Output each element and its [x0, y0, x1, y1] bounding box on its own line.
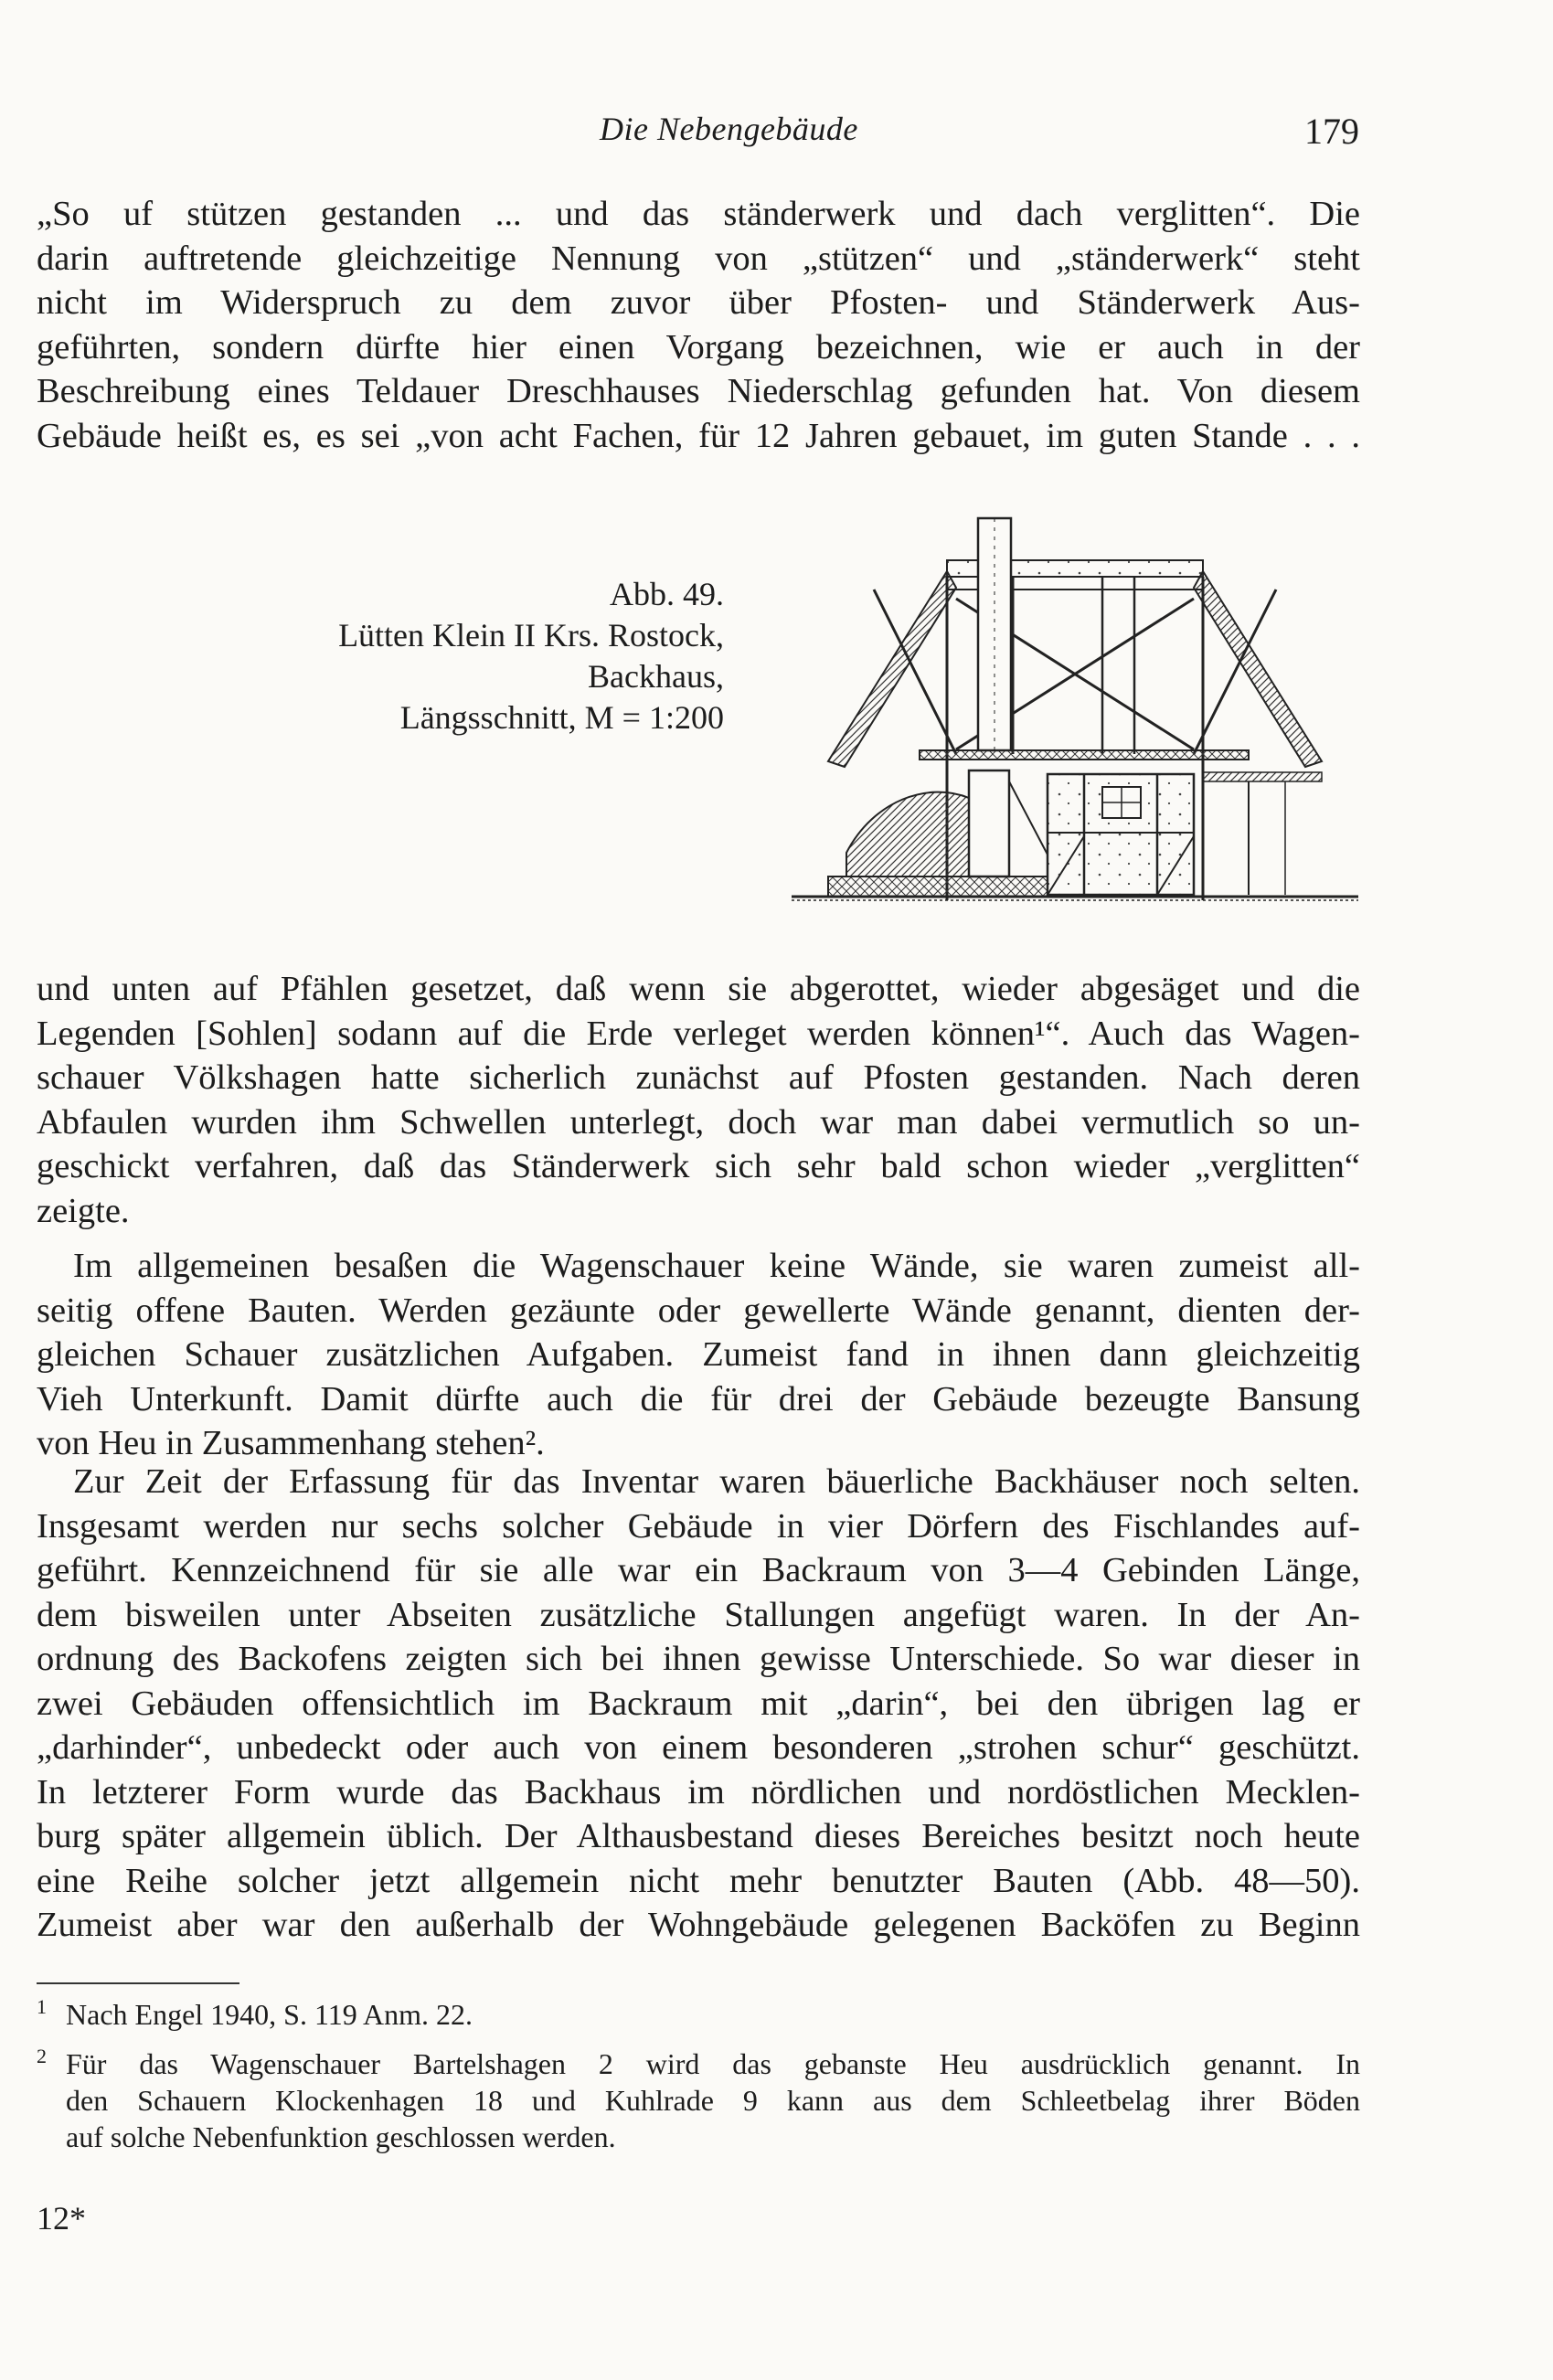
text-line: Insgesamt werden nur sechs solcher Gebäude in vier Dörfern des Fischlandes auf-: [37, 1506, 1360, 1546]
footnote-2: [37, 2045, 1360, 2155]
figure-building: Backhaus,: [588, 658, 724, 695]
text-line: und unten auf Pfählen gesetzet, daß wenn sie abgerottet, wieder abgesäget und die: [37, 970, 1360, 1008]
text-line: zeigte.: [37, 1191, 130, 1230]
text-line: dem bisweilen unter Abseiten zusätzliche Stallungen angefügt waren. In der An-: [37, 1595, 1360, 1634]
page-number: 179: [1304, 111, 1359, 152]
footnote-line: Für das Wagenschauer Bartelshagen 2 wird das gebanste Heu ausdrücklich genannt. In: [66, 2047, 1360, 2080]
text-line: Legenden [Sohlen] sodann auf die Erde verleget werden können¹“. Auch das Wagen-: [37, 1014, 1360, 1053]
text-line: „So uf stützen gestanden ... und das ständerwerk und dach verglitten“. Die: [37, 195, 1360, 233]
text-line: Zumeist aber war den außerhalb der Wohngebäude gelegenen Backöfen zu Beginn: [37, 1906, 1360, 1944]
paragraph-1: [37, 192, 1360, 458]
paragraph-3: [37, 1244, 1360, 1466]
text-line: Beschreibung eines Teldauer Dreschhauses Niederschlag gefunden hat. Von diesem: [37, 372, 1360, 410]
text-line: geschickt verfahren, daß das Ständerwerk sich sehr bald schon wieder „verglitten“: [37, 1147, 1360, 1185]
text-line: gleichen Schauer zusätzlichen Aufgaben. Zumeist fand in ihnen dann gleichzeitig: [37, 1335, 1360, 1374]
footnote-line: den Schauern Klockenhagen 18 und Kuhlrade 9 kann aus dem Schleetbelag ihrer Böden: [66, 2084, 1360, 2117]
text-line: geführten, sondern dürfte hier einen Vorgang bezeichnen, wie er auch in der: [37, 327, 1360, 367]
text-line: darin auftretende gleichzeitige Nennung von „stützen“ und „ständerwerk“ steht: [37, 239, 1360, 278]
text-line: nicht im Widerspruch zu dem zuvor über Pfosten- und Ständerwerk Aus-: [37, 283, 1360, 322]
text-line: schauer Völkshagen hatte sicherlich zunächst auf Pfosten gestanden. Nach deren: [37, 1058, 1360, 1097]
page-header: [0, 110, 1553, 165]
footnote-line: Nach Engel 1940, S. 119 Anm. 22.: [66, 1998, 473, 2031]
figure-number: Abb. 49.: [610, 576, 724, 612]
footnote-line: auf solche Nebenfunktion geschlossen werden.: [66, 2120, 616, 2153]
text-line: zwei Gebäuden offensichtlich im Backraum mit „darin“, bei den übrigen lag er: [37, 1684, 1360, 1723]
text-line: von Heu in Zusammenhang stehen².: [37, 1424, 545, 1462]
text-line: eine Reihe solcher jetzt allgemein nicht mehr benutzter Bauten (Abb. 48—50).: [37, 1861, 1360, 1900]
text-line: seitig offene Bauten. Werden gezäunte oder gewellerte Wände genannt, dienten der-: [37, 1291, 1360, 1330]
text-line: Im allgemeinen besaßen die Wagenschauer keine Wände, sie waren zumeist all-: [73, 1247, 1360, 1285]
figure-location: Lütten Klein II Krs. Rostock,: [338, 617, 724, 653]
text-line: Gebäude heißt es, es sei „von acht Fachen, für 12 Jahren gebauet, im guten Stande . . .: [37, 416, 1360, 455]
footnotes: [37, 1996, 1360, 2155]
paragraph-4: [37, 1460, 1360, 1948]
signature-mark: 12*: [37, 2200, 86, 2237]
footnote-1: [37, 1996, 1360, 2033]
text-line: geführt. Kennzeichnend für sie alle war ein Backraum von 3—4 Gebinden Länge,: [37, 1551, 1360, 1589]
text-line: burg später allgemein üblich. Der Althausbestand dieses Bereiches besitzt noch heute: [37, 1817, 1360, 1855]
paragraph-2: [37, 967, 1360, 1233]
text-line: Vieh Unterkunft. Damit dürfte auch die für drei der Gebäude bezeugte Bansung: [37, 1379, 1360, 1418]
text-line: Zur Zeit der Erfassung für das Inventar waren bäuerliche Backhäuser noch selten.: [73, 1462, 1360, 1501]
running-head: Die Nebengebäude: [600, 111, 858, 147]
footnote-number: 1: [37, 1995, 47, 2018]
text-line: ordnung des Backofens zeigten sich bei ihnen gewisse Unterschiede. So war dieser in: [37, 1640, 1360, 1678]
footnote-number: 2: [37, 2045, 47, 2067]
footnote-divider: [37, 1982, 239, 1984]
text-line: Abfaulen wurden ihm Schwellen unterlegt, doch war man dabei vermutlich so un-: [37, 1102, 1360, 1142]
text-line: In letzterer Form wurde das Backhaus im nördlichen und nordöstlichen Mecklen-: [37, 1772, 1360, 1812]
figure-backhaus-section: [773, 507, 1371, 909]
figure-scale: Längsschnitt, M = 1:200: [399, 699, 724, 736]
figure-caption: [219, 574, 724, 738]
text-line: „darhinder“, unbedeckt oder auch von einem besonderen „strohen schur“ geschützt.: [37, 1728, 1360, 1767]
